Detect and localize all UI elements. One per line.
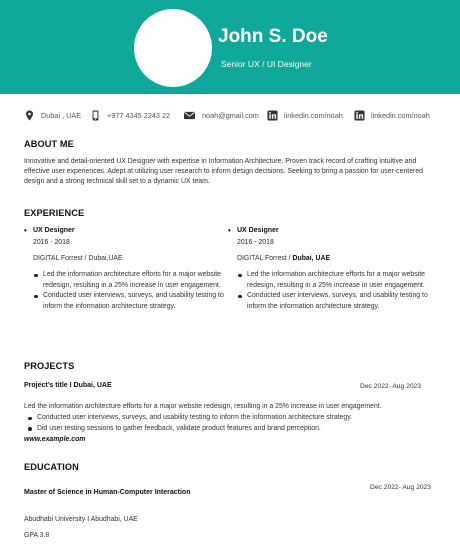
projects-heading: PROJECTS (24, 361, 75, 371)
candidate-role: Senior UX / UI Designer (221, 59, 312, 69)
job-company (228, 255, 438, 262)
avatar (134, 9, 212, 87)
project-title: Project’s title I Dubai, UAE (24, 382, 112, 389)
contact-email[interactable] (183, 110, 259, 121)
project-link[interactable]: www.example.com (24, 436, 86, 443)
candidate-name: John S. Doe (218, 26, 328, 47)
project-bullet: Conducted user interviews, surveys, and usability testing to inform the information architecture strategy. (24, 413, 352, 424)
job-title: • UX Designer (24, 227, 234, 234)
contact-linkedin-2-text: linkedin.com/noah (371, 111, 430, 120)
education-gpa: GPA 3.8 (24, 532, 50, 539)
project-description: Led the information architecture efforts for a major website redesign, resulting in a 25% increase in user engagement. (24, 403, 382, 410)
contact-linkedin-2[interactable] (354, 110, 430, 121)
about-text: Innovative and detail-oriented UX Designer with expertise in Information Architecture. Proven track record of crafting intuitive and effective user experiences. Adept at utilizing user research to inform design decisions. Seeking to bring a passion for user-centered design and a strong technical skill set to a dynamic UX team. (24, 158, 423, 185)
contact-location (24, 110, 81, 121)
education-degree: Master of Science in Human-Computer Interaction (24, 489, 191, 496)
job-title: • UX Designer (228, 227, 438, 234)
education-heading: EDUCATION (24, 462, 79, 472)
job-dates: 2016 - 2018 (237, 239, 274, 246)
mail-icon (183, 110, 196, 121)
contact-phone (90, 110, 170, 121)
contact-email-text: noah@gmail.com (202, 111, 259, 120)
linkedin-icon (354, 110, 365, 121)
about-heading: ABOUT ME (24, 139, 74, 149)
job-bullet: Conducted user interviews, surveys, and usability testing to inform the information architecture strategy. (24, 291, 234, 312)
job-bullets (228, 270, 438, 312)
job-bullet: Led the information architecture efforts for a major website redesign, resulting in a 25% increase in user engagement. (228, 270, 438, 291)
project-bullet: Did user testing sessions to gather feedback, validate product features and brand perception. (24, 424, 352, 435)
contact-linkedin-1[interactable] (267, 110, 343, 121)
experience-heading: EXPERIENCE (24, 208, 85, 218)
job-bullet: Led the information architecture efforts for a major website redesign, resulting in a 25% increase in user engagement. (24, 270, 234, 291)
job-company-location: Dubai,UAE (88, 255, 123, 262)
contact-location-text: Dubai , UAE (41, 111, 82, 120)
contact-bar (0, 110, 460, 124)
job-entry (228, 227, 438, 312)
job-company (24, 255, 234, 262)
phone-icon (90, 110, 101, 121)
project-bullets (24, 413, 352, 434)
job-bullet: Conducted user interviews, surveys, and usability testing to inform the information architecture strategy. (228, 291, 438, 312)
job-entry (24, 227, 234, 312)
contact-phone-text: +977 4345 2243 22 (107, 111, 171, 120)
job-company-location: Dubai, UAE (292, 255, 331, 262)
header-banner (0, 0, 460, 94)
job-company-name: DIGITAL Forrest / (237, 255, 293, 262)
education-dates: Dec 2022- Aug 2023 (370, 484, 431, 491)
project-dates: Dec 2022- Aug 2023 (360, 383, 421, 390)
job-company-name: DIGITAL Forrest / (33, 255, 89, 262)
contact-linkedin-1-text: linkedin.com/noah (284, 111, 343, 120)
job-dates: 2016 - 2018 (33, 239, 70, 246)
job-bullets (24, 270, 234, 312)
linkedin-icon (267, 110, 278, 121)
education-school: Abudhabi University I Abudhabi, UAE (24, 516, 138, 523)
location-pin-icon (24, 110, 35, 121)
